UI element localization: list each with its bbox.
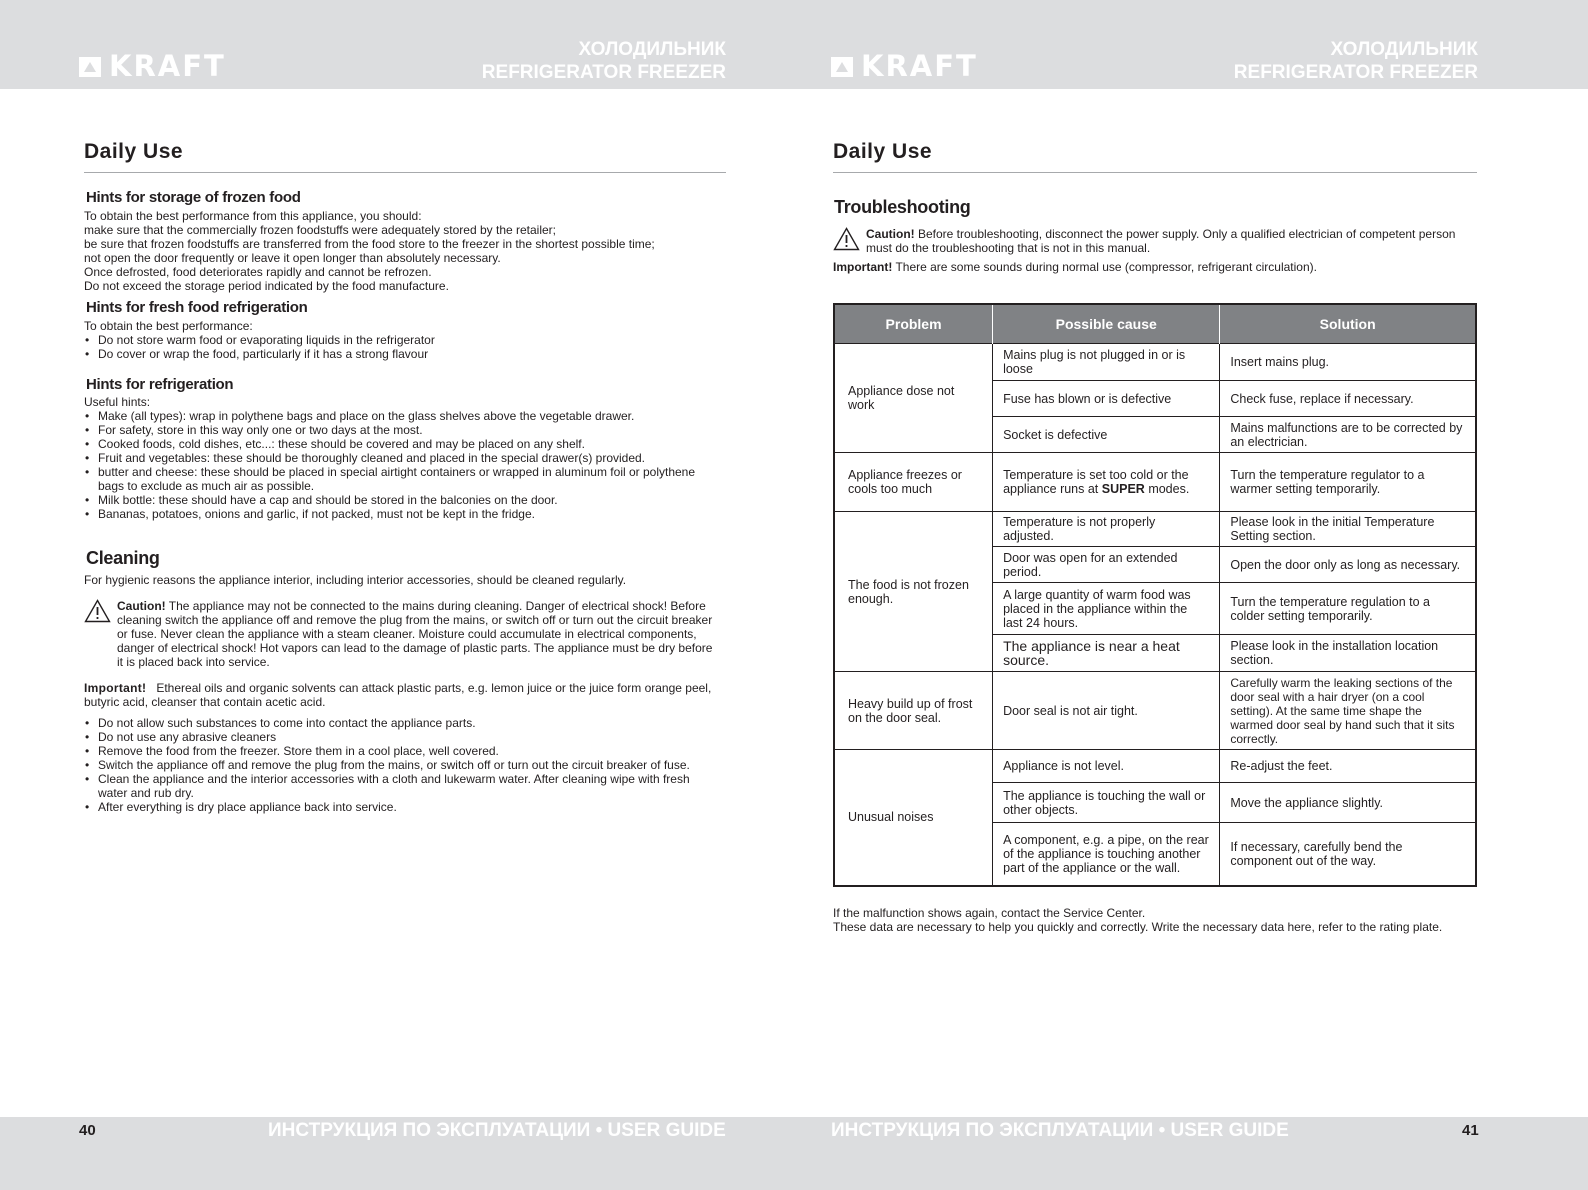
list-item: • Clean the appliance and the interior accessories with a cloth and lukewarm water. After cleaning wipe with fresh water and rub dry. <box>84 772 713 800</box>
cause-cell: Door was open for an extended period. <box>993 547 1220 583</box>
solution-cell: Turn the temperature regulator to a warmer setting temporarily. <box>1220 453 1476 512</box>
trouble-caution <box>833 227 1477 255</box>
cleaning-caution <box>84 599 726 669</box>
footer-guide-right: ИНСТРУКЦИЯ ПО ЭКСПЛУАТАЦИИ • USER GUIDE <box>831 1120 1289 1141</box>
list-item: • For safety, store in this way only one or two days at the most. <box>84 423 724 437</box>
page-number-left: 40 <box>79 1122 96 1139</box>
cause-cell: Door seal is not air tight. <box>993 672 1220 750</box>
right-page <box>833 140 1477 274</box>
solution-cell: Open the door only as long as necessary. <box>1220 547 1476 583</box>
cleaning-important <box>84 681 724 709</box>
title-rule <box>833 172 1477 173</box>
column-header-problem: Problem <box>834 304 993 344</box>
list-item: • After everything is dry place appliance back into service. <box>84 800 724 814</box>
important-label: Important! <box>833 260 893 274</box>
important-body: There are some sounds during normal use (compressor, refrigerant circulation). <box>892 260 1317 274</box>
list-item: • Cooked foods, cold dishes, etc...: these should be covered and may be placed on any shelf. <box>84 437 724 451</box>
table-row <box>834 672 1476 750</box>
cause-text: modes. <box>1144 482 1190 496</box>
caution-label: Caution! <box>117 599 166 613</box>
solution-cell: Please look in the initial Temperature Setting section. <box>1220 512 1476 547</box>
cause-cell: Temperature is not properly adjusted. <box>993 512 1220 547</box>
solution-cell: Move the appliance slightly. <box>1220 783 1476 823</box>
refrig-heading: Hints for refrigeration <box>86 376 234 393</box>
frozen-line: be sure that frozen foodstuffs are transferred from the food store to the freezer in the shortest possible time; <box>84 237 655 251</box>
cause-cell: The appliance is near a heat source. <box>993 635 1220 672</box>
solution-cell: Check fuse, replace if necessary. <box>1220 381 1476 417</box>
solution-cell: Carefully warm the leaking sections of the door seal with a hair dryer (on a cool setting). At the same time shape the warmed door seal by hand such that it sits correctly. <box>1220 672 1476 750</box>
frozen-line: To obtain the best performance from this appliance, you should: <box>84 209 422 223</box>
problem-cell: Unusual noises <box>834 750 993 886</box>
list-item: • Do not store warm food or evaporating liquids in the refrigerator <box>84 333 726 347</box>
problem-cell: The food is not frozen enough. <box>834 512 993 672</box>
table-header-row <box>834 304 1476 344</box>
trouble-important <box>833 260 1477 274</box>
important-label: Important! <box>84 681 147 695</box>
page-title: Daily Use <box>833 140 933 163</box>
frozen-line: make sure that the commercially frozen foodstuffs were adequately stored by the retailer; <box>84 223 557 237</box>
header-title-en: REFRIGERATOR FREEZER <box>481 62 726 83</box>
cause-cell: A component, e.g. a pipe, on the rear of the appliance is touching another part of the appliance or the wall. <box>993 823 1220 886</box>
brand-logo <box>831 49 978 83</box>
page-number-right: 41 <box>1462 1122 1479 1139</box>
brand-name: KRAFT <box>861 49 978 83</box>
solution-cell: Turn the temperature regulation to a colder setting temporarily. <box>1220 583 1476 635</box>
solution-cell: Please look in the installation location section. <box>1220 635 1476 672</box>
header-title <box>1234 38 1478 84</box>
frozen-line: Do not exceed the storage period indicated by the food manufacture. <box>84 279 449 293</box>
list-item: • Do not use any abrasive cleaners <box>84 730 724 744</box>
cause-cell <box>993 453 1220 512</box>
cleaning-intro: For hygienic reasons the appliance interior, including interior accessories, should be cleaned regularly. <box>84 573 627 587</box>
list-item: • Fruit and vegetables: these should be thoroughly cleaned and placed in the special drawer(s) provided. <box>84 451 724 465</box>
table-row <box>834 750 1476 783</box>
footer-guide-left: ИНСТРУКЦИЯ ПО ЭКСПЛУАТАЦИИ • USER GUIDE <box>268 1120 726 1141</box>
refrig-intro: Useful hints: <box>84 395 151 409</box>
list-item: • Do cover or wrap the food, particularly if it has a strong flavour <box>84 347 726 361</box>
cause-cell: A large quantity of warm food was placed in the appliance within the last 24 hours. <box>993 583 1220 635</box>
header-title <box>482 38 726 84</box>
solution-cell: Mains malfunctions are to be corrected by an electrician. <box>1220 417 1476 453</box>
cause-mode: SUPER <box>1101 482 1145 496</box>
header-title-ru: ХОЛОДИЛЬНИК <box>1330 39 1478 60</box>
frozen-line: Once defrosted, food deteriorates rapidly and cannot be refrozen. <box>84 265 432 279</box>
cause-text: Temperature is set too cold or the appliance runs at <box>1003 468 1189 496</box>
footer-band <box>0 1117 1588 1190</box>
page-title: Daily Use <box>84 140 184 163</box>
column-header-cause: Possible cause <box>993 304 1220 344</box>
solution-cell: Re-adjust the feet. <box>1220 750 1476 783</box>
service-note <box>833 906 1463 934</box>
cause-cell: Fuse has blown or is defective <box>993 381 1220 417</box>
cause-cell: Appliance is not level. <box>993 750 1220 783</box>
fresh-heading: Hints for fresh food refrigeration <box>86 299 308 316</box>
cleaning-heading: Cleaning <box>86 548 160 568</box>
caution-label: Caution! <box>866 227 915 241</box>
troubleshooting-table <box>833 303 1477 887</box>
problem-cell: Heavy build up of frost on the door seal. <box>834 672 993 750</box>
solution-cell: Insert mains plug. <box>1220 344 1476 381</box>
problem-cell: Appliance dose not work <box>834 344 993 453</box>
service-line: If the malfunction shows again, contact the Service Center. <box>833 906 1146 920</box>
trouble-caution-text <box>866 227 1466 255</box>
left-page <box>84 140 726 814</box>
solution-cell: If necessary, carefully bend the component out of the way. <box>1220 823 1476 886</box>
service-line: These data are necessary to help you quickly and correctly. Write the necessary data here, refer to the rating plate. <box>833 920 1443 934</box>
cause-cell: Socket is defective <box>993 417 1220 453</box>
warning-icon <box>833 227 860 251</box>
list-item: • Remove the food from the freezer. Store them in a cool place, well covered. <box>84 744 724 758</box>
caution-body: The appliance may not be connected to the mains during cleaning. Danger of electrical shock! Before cleaning switch the appliance off and remove the plug from the mains, or switch off or turn out the circuit breaker or fuse. Never clean the appliance with a steam cleaner. Moisture could accumulate in electrical components, danger of electrical shock! Hot vapors can lead to the damage of plastic parts. The appliance must be dry before it is placed back into service. <box>117 599 713 669</box>
list-item: • Milk bottle: these should have a cap and should be stored in the balconies on the door. <box>84 493 724 507</box>
table-row <box>834 453 1476 512</box>
cleaning-caution-text <box>117 599 717 669</box>
caution-body: Before troubleshooting, disconnect the power supply. Only a qualified electrician of competent person must do the troubleshooting that is not in this manual. <box>866 227 1456 255</box>
list-item: • Switch the appliance off and remove the plug from the mains, or switch off or turn out the circuit breaker of fuse. <box>84 758 724 772</box>
table-row <box>834 512 1476 547</box>
frozen-heading: Hints for storage of frozen food <box>86 189 301 206</box>
logo-triangle-icon <box>79 57 101 77</box>
fresh-section <box>84 299 726 361</box>
important-body: Ethereal oils and organic solvents can attack plastic parts, e.g. lemon juice or the juice form orange peel, butyric acid, cleanser that contain acetic acid. <box>84 681 712 709</box>
cause-cell: The appliance is touching the wall or other objects. <box>993 783 1220 823</box>
table-row <box>834 344 1476 381</box>
header-title-en: REFRIGERATOR FREEZER <box>1233 62 1478 83</box>
refrig-section <box>84 376 726 521</box>
title-rule <box>84 172 726 173</box>
list-item: • butter and cheese: these should be placed in special airtight containers or wrapped in aluminum foil or polythene bags to exclude as much air as possible. <box>84 465 713 493</box>
column-header-solution: Solution <box>1220 304 1476 344</box>
list-item: • Bananas, potatoes, onions and garlic, if not packed, must not be kept in the fridge. <box>84 507 724 521</box>
brand-logo <box>79 49 226 83</box>
frozen-section <box>84 189 726 293</box>
cleaning-section <box>84 548 726 814</box>
problem-cell: Appliance freezes or cools too much <box>834 453 993 512</box>
frozen-line: not open the door frequently or leave it open longer than absolutely necessary. <box>84 251 501 265</box>
cause-cell: Mains plug is not plugged in or is loose <box>993 344 1220 381</box>
logo-triangle-icon <box>831 57 853 77</box>
brand-name: KRAFT <box>109 49 226 83</box>
warning-icon <box>84 599 111 623</box>
header-title-ru: ХОЛОДИЛЬНИК <box>578 39 726 60</box>
list-item: • Make (all types): wrap in polythene bags and place on the glass shelves above the vegetable drawer. <box>84 409 724 423</box>
fresh-intro: To obtain the best performance: <box>84 319 253 333</box>
list-item: • Do not allow such substances to come into contact the appliance parts. <box>84 716 724 730</box>
troubleshooting-heading: Troubleshooting <box>834 197 971 217</box>
